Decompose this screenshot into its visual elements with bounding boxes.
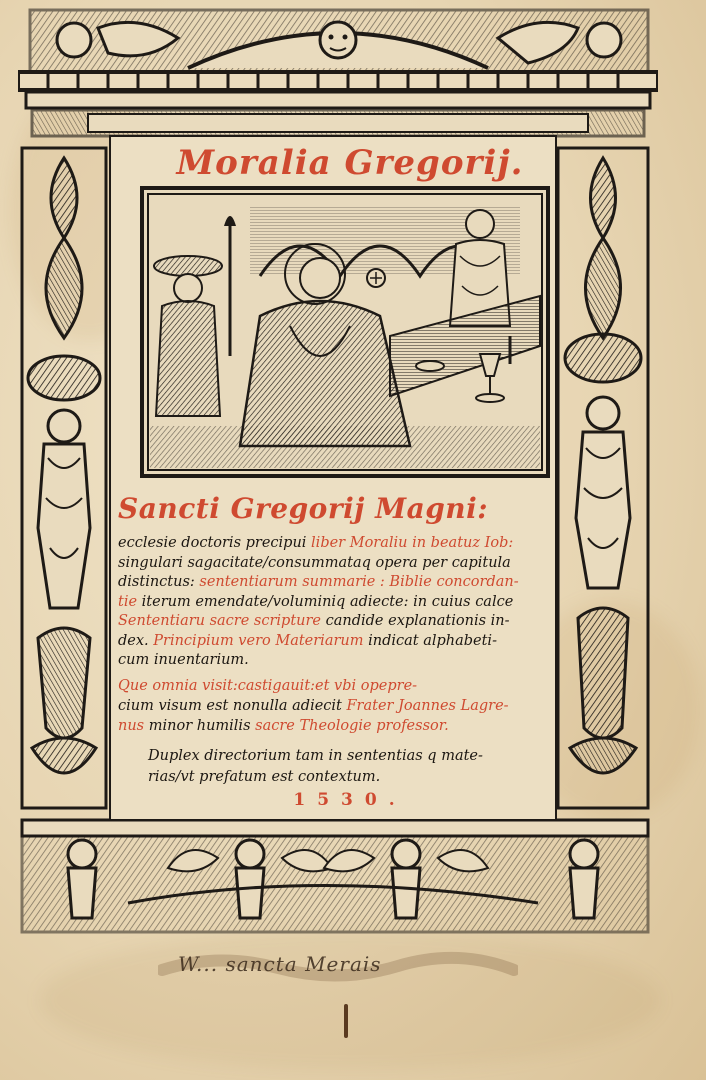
rubric-span: sacre Theologie professor. bbox=[255, 718, 449, 734]
text-span: distinctus: bbox=[118, 574, 200, 590]
inscription-text: W... sancta Merais bbox=[178, 952, 382, 976]
page-title: Moralia Gregorij. bbox=[176, 143, 524, 183]
subtitle-heading: Sancti Gregorij Magni: bbox=[118, 492, 489, 525]
text-span: iterum emendate/voluminiq adiecte: in cuius calce bbox=[137, 593, 514, 610]
rubric-span: nus bbox=[118, 718, 145, 734]
text-span: ecclesie doctoris precipui bbox=[118, 535, 312, 551]
text-span: dex. bbox=[118, 632, 154, 649]
top-frieze bbox=[18, 10, 658, 136]
ink-mark bbox=[344, 1004, 348, 1038]
directory-paragraph bbox=[148, 746, 568, 788]
text-line bbox=[118, 716, 570, 736]
woodcut-illustration bbox=[140, 186, 550, 478]
rubric-span: Sententiaru sacre scripture bbox=[118, 613, 322, 629]
description-paragraph bbox=[118, 534, 566, 671]
text-line: rias/vt prefatum est contextum. bbox=[148, 769, 381, 785]
rubric-span: liber Moraliu in beatuz Iob: bbox=[311, 535, 514, 551]
publication-year: 1530. bbox=[293, 790, 407, 810]
text-line bbox=[118, 573, 566, 593]
text-line bbox=[118, 593, 566, 613]
text-line bbox=[118, 632, 566, 652]
text-span: singulari sagacitate/consummataq opera per capitula bbox=[118, 554, 511, 571]
rubric-span: Frater Joannes Lagre- bbox=[346, 698, 509, 714]
right-pillar bbox=[558, 148, 648, 808]
rubric-span: Principium vero Materiarum bbox=[153, 632, 364, 649]
rubric-span: tie bbox=[118, 593, 138, 610]
rubric-span: sententiarum summarie : Biblie concordan- bbox=[199, 574, 519, 590]
bottom-frieze bbox=[22, 820, 648, 932]
editor-paragraph bbox=[118, 676, 570, 736]
left-pillar bbox=[22, 148, 106, 808]
text-span: indicat alphabeti- bbox=[363, 632, 497, 649]
text-span: cum inuentarium. bbox=[118, 652, 249, 668]
text-line bbox=[118, 676, 570, 696]
text-line bbox=[118, 554, 566, 574]
text-span: minor humilis bbox=[144, 718, 256, 734]
text-span: cium visum est nonulla adiecit bbox=[118, 698, 347, 714]
text-line bbox=[118, 612, 566, 632]
text-line bbox=[118, 651, 566, 671]
text-span: candide explanationis in- bbox=[321, 613, 510, 629]
text-line bbox=[118, 534, 566, 554]
rubric-span: Que omnia visit:castigauit:et vbi opepre- bbox=[118, 678, 418, 694]
text-line: Duplex directorium tam in sententias q mate- bbox=[148, 748, 483, 764]
text-line bbox=[118, 696, 570, 716]
